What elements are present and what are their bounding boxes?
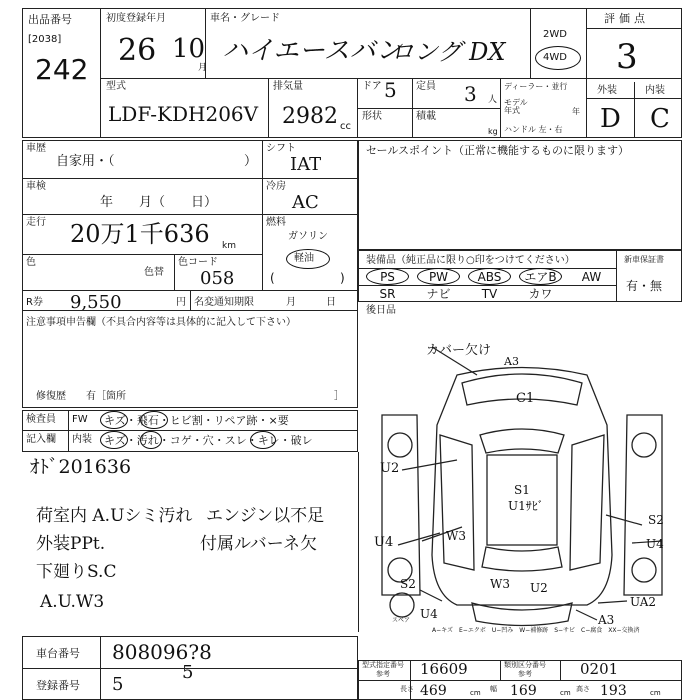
record-label: 記入欄 <box>26 434 56 445</box>
chassis-value: 808096?8 <box>112 640 212 664</box>
displacement-value: 2982 <box>282 104 338 129</box>
length-label: 長さ <box>400 685 414 693</box>
divider <box>268 78 269 138</box>
equipment-item: AW <box>581 270 602 284</box>
interior-row-label: 内装 <box>72 434 92 445</box>
ref-label-2: 参考 <box>518 670 532 678</box>
note-line1a: 荷室内 A.Uシミ汚れ <box>36 506 193 526</box>
divider <box>174 254 175 290</box>
equipment-item: ナビ <box>426 287 451 301</box>
reg-month: 10 <box>172 34 206 64</box>
diag-front-note: カバー欠け <box>426 343 492 358</box>
divider <box>100 636 101 700</box>
divider <box>412 78 413 108</box>
fuel-diesel: 軽油 <box>294 253 314 264</box>
mark-circle <box>100 411 128 429</box>
diag-lower-5: 5 <box>182 662 194 683</box>
equipment-item: カワ <box>528 287 553 301</box>
leader-line <box>402 460 457 470</box>
rear-bumper <box>472 603 572 626</box>
divider <box>22 668 358 669</box>
inspector-label: 検査員 <box>26 414 56 425</box>
divider <box>262 214 358 215</box>
model-code: LDF-KDH206V <box>108 102 259 126</box>
diag-u1: U1ｻﾋﾞ <box>508 499 544 513</box>
month-unit: 月 <box>198 63 208 73</box>
note-line1b: エンジン以不足 <box>206 506 325 526</box>
ac-label: 冷房 <box>266 181 286 192</box>
rear-window <box>482 547 562 571</box>
divider <box>22 430 358 431</box>
legend: A−キズ E−エクボ U−凹み W−補修跡 S−サビ C−腐食 XX−交換済 <box>432 627 640 634</box>
dealer-label: ディーラー・並行 <box>504 82 568 91</box>
divider <box>100 8 101 138</box>
mileage-value: 20万1千636 <box>70 220 210 248</box>
lot-code: [2038] <box>28 34 62 45</box>
diag-s1: S1 <box>514 483 530 497</box>
width-label: 幅 <box>490 685 497 693</box>
load-label: 積載 <box>416 111 436 122</box>
repair-label: 修復歴 有［箇所 <box>36 391 126 402</box>
vehicle-grade: ロング DX <box>390 38 506 66</box>
equipment-item: ABS <box>477 270 502 284</box>
diag-ua2: UA2 <box>630 595 657 609</box>
details-frame <box>22 140 358 408</box>
capacity-label: 定員 <box>416 81 436 92</box>
doors-value: 5 <box>384 78 397 102</box>
shift-value: IAT <box>290 154 322 175</box>
ac-value: AC <box>292 192 319 213</box>
inspector-row1: キズ・飛石・ヒビ割・リペア跡・×要 <box>104 414 289 427</box>
diag-w3-bottom: W3 <box>490 577 510 591</box>
retrofit-label: 後日品 <box>366 305 396 316</box>
equipment-circle <box>468 268 511 285</box>
note-line3: 下廻りS.C <box>36 562 117 582</box>
divider <box>530 8 531 78</box>
leader-line <box>598 601 627 603</box>
category-label: 類別区分番号 <box>504 661 546 669</box>
length-value: 469 <box>420 683 447 699</box>
divider <box>22 214 262 215</box>
repair-close: ］ <box>334 391 344 402</box>
handle-label: ハンドル 左・右 <box>504 125 563 134</box>
designation-value: 16609 <box>420 660 468 678</box>
fuel-bracket-open: ( <box>270 271 275 285</box>
diag-u4-left: U4 <box>374 535 394 550</box>
transfer-date: 月 日 <box>286 297 336 308</box>
displacement-label: 排気量 <box>273 81 303 92</box>
equipment-item: PS <box>380 270 395 284</box>
door-label: ドア <box>362 81 382 92</box>
model-label: 型式 <box>106 81 126 92</box>
usage-value: 自家用・（ <box>56 154 115 169</box>
right-side <box>570 435 604 570</box>
diag-u4-right: U4 <box>646 537 664 551</box>
person-unit: 人 <box>488 95 498 105</box>
fuel-gasoline: ガソリン <box>288 231 328 242</box>
diag-s2-left: S2 <box>400 577 416 591</box>
equipment-title: 装備品（純正品に限り○印をつけてください） <box>366 255 575 266</box>
diag-spare-label: スペア <box>392 617 411 624</box>
divider <box>358 452 359 632</box>
cc-unit: cc <box>340 121 351 132</box>
leader-line <box>420 590 442 601</box>
left-side <box>440 435 474 570</box>
note-line4: A.U.W3 <box>40 592 105 612</box>
divider <box>358 285 616 286</box>
divider <box>586 28 682 29</box>
mark-circle <box>140 411 168 429</box>
divider <box>410 660 411 700</box>
fuel-label: 燃料 <box>266 217 286 228</box>
kg-unit: kg <box>488 127 498 136</box>
equipment-item: PW <box>428 270 449 284</box>
shift-label: シフト <box>266 143 296 154</box>
ref-label-1: 参考 <box>376 670 390 678</box>
note-line2a: 外装PPt. <box>36 534 106 554</box>
yen-unit: 円 <box>176 297 186 308</box>
reg-label: 登録番号 <box>36 679 80 692</box>
drive-4wd: 4WD <box>543 52 567 63</box>
fuel-bracket-close: ) <box>340 271 345 285</box>
diag-a3-bottom: A3 <box>598 613 615 627</box>
transfer-label: 名変通知期限 <box>194 297 254 308</box>
cm-unit-1: cm <box>470 689 481 697</box>
score-value: 3 <box>616 37 638 77</box>
fw-label: FW <box>72 414 88 425</box>
divider <box>22 254 262 255</box>
usage-label: 車歴 <box>26 143 46 154</box>
category-value: 0201 <box>580 660 619 678</box>
year-unit: 年 <box>572 107 580 116</box>
color-change-label: 色替 <box>144 267 164 278</box>
odometer-note: ｵﾄﾞ201636 <box>30 456 132 478</box>
color-label: 色 <box>26 257 36 268</box>
recycle-label: R券 <box>26 297 43 308</box>
mark-circle <box>250 431 276 449</box>
diag-w3-left: W3 <box>446 529 466 543</box>
first-reg-label: 初度登録年月 <box>106 13 166 24</box>
diag-u2-left: U2 <box>380 461 400 476</box>
divider <box>68 410 69 452</box>
leader-line <box>576 610 597 620</box>
name-label: 車名・グレード <box>210 13 280 24</box>
equipment-item: SR <box>379 287 396 301</box>
divider <box>412 108 413 138</box>
wheel <box>388 433 412 457</box>
damage-leader-lines <box>398 347 662 620</box>
color-code-value: 058 <box>200 268 235 289</box>
recycle-value: 9,550 <box>70 292 122 313</box>
model-year-label: モデル年式 <box>504 98 528 115</box>
chassis-label: 車台番号 <box>36 647 80 660</box>
diag-s2-right: S2 <box>648 513 664 527</box>
divider <box>22 178 262 179</box>
mileage-label: 走行 <box>26 217 46 228</box>
divider <box>634 82 635 138</box>
divider <box>262 140 263 290</box>
divider <box>190 290 191 310</box>
mark-circle <box>140 431 162 449</box>
reg-year: 26 <box>118 33 157 68</box>
inspector-row2: キズ・汚れ・コゲ・穴・スレ・キレ・破レ <box>104 434 313 447</box>
color-code-label: 色コード <box>178 257 218 268</box>
capacity-value: 3 <box>464 82 477 106</box>
note-line2b: 付属ルバーネ欠 <box>200 534 317 554</box>
warranty-value: 有・無 <box>626 279 663 293</box>
inspection-date: 年 月（ 日） <box>100 195 218 210</box>
shape-label: 形状 <box>362 111 382 122</box>
sales-point-title: セールスポイント（正常に機能するものに限ります） <box>366 144 630 157</box>
vehicle-name: ハイエースバン <box>222 36 402 66</box>
cm-unit-2: cm <box>560 689 571 697</box>
exterior-label: 外装 <box>597 85 617 96</box>
wheel <box>632 433 656 457</box>
designation-label: 型式指定番号 <box>362 661 404 669</box>
divider <box>22 310 358 311</box>
interior-grade: C <box>650 104 670 134</box>
score-label: 評価点 <box>604 12 649 25</box>
width-value: 169 <box>510 683 537 699</box>
inspection-label: 車検 <box>26 181 46 192</box>
lot-number: 242 <box>35 53 89 86</box>
equipment-item: TV <box>481 287 498 301</box>
diag-a3-top: A3 <box>504 355 519 368</box>
divider <box>560 660 561 680</box>
divider <box>262 178 358 179</box>
height-value: 193 <box>600 683 627 699</box>
usage-close: ） <box>244 154 258 169</box>
equipment-item: エアB <box>524 270 557 284</box>
notes-title: 注意事項申告欄（不具合内容等は具体的に記入して下さい） <box>26 317 296 328</box>
diag-u4-bottom: U4 <box>420 607 438 621</box>
windshield <box>480 429 564 453</box>
divider <box>357 108 500 109</box>
interior-label: 内装 <box>645 85 665 96</box>
drive-2wd: 2WD <box>543 29 567 40</box>
divider <box>500 660 501 680</box>
equipment-circle <box>366 268 409 285</box>
km-unit: km <box>222 241 236 251</box>
divider <box>358 680 682 681</box>
height-label: 高さ <box>576 685 590 693</box>
lot-label: 出品番号 <box>28 13 72 26</box>
diag-c1: C1 <box>516 391 535 406</box>
divider <box>500 78 501 138</box>
mark-circle <box>100 431 128 449</box>
wheel <box>632 558 656 582</box>
exterior-grade: D <box>600 104 621 134</box>
equipment-circle <box>417 268 460 285</box>
spare-tire <box>390 593 414 617</box>
diag-u2-bottom: U2 <box>530 581 548 595</box>
warranty-label: 新車保証書 <box>624 255 664 264</box>
equipment-circle <box>519 268 562 285</box>
cm-unit-3: cm <box>650 689 661 697</box>
reg-value: 5 <box>112 674 124 695</box>
